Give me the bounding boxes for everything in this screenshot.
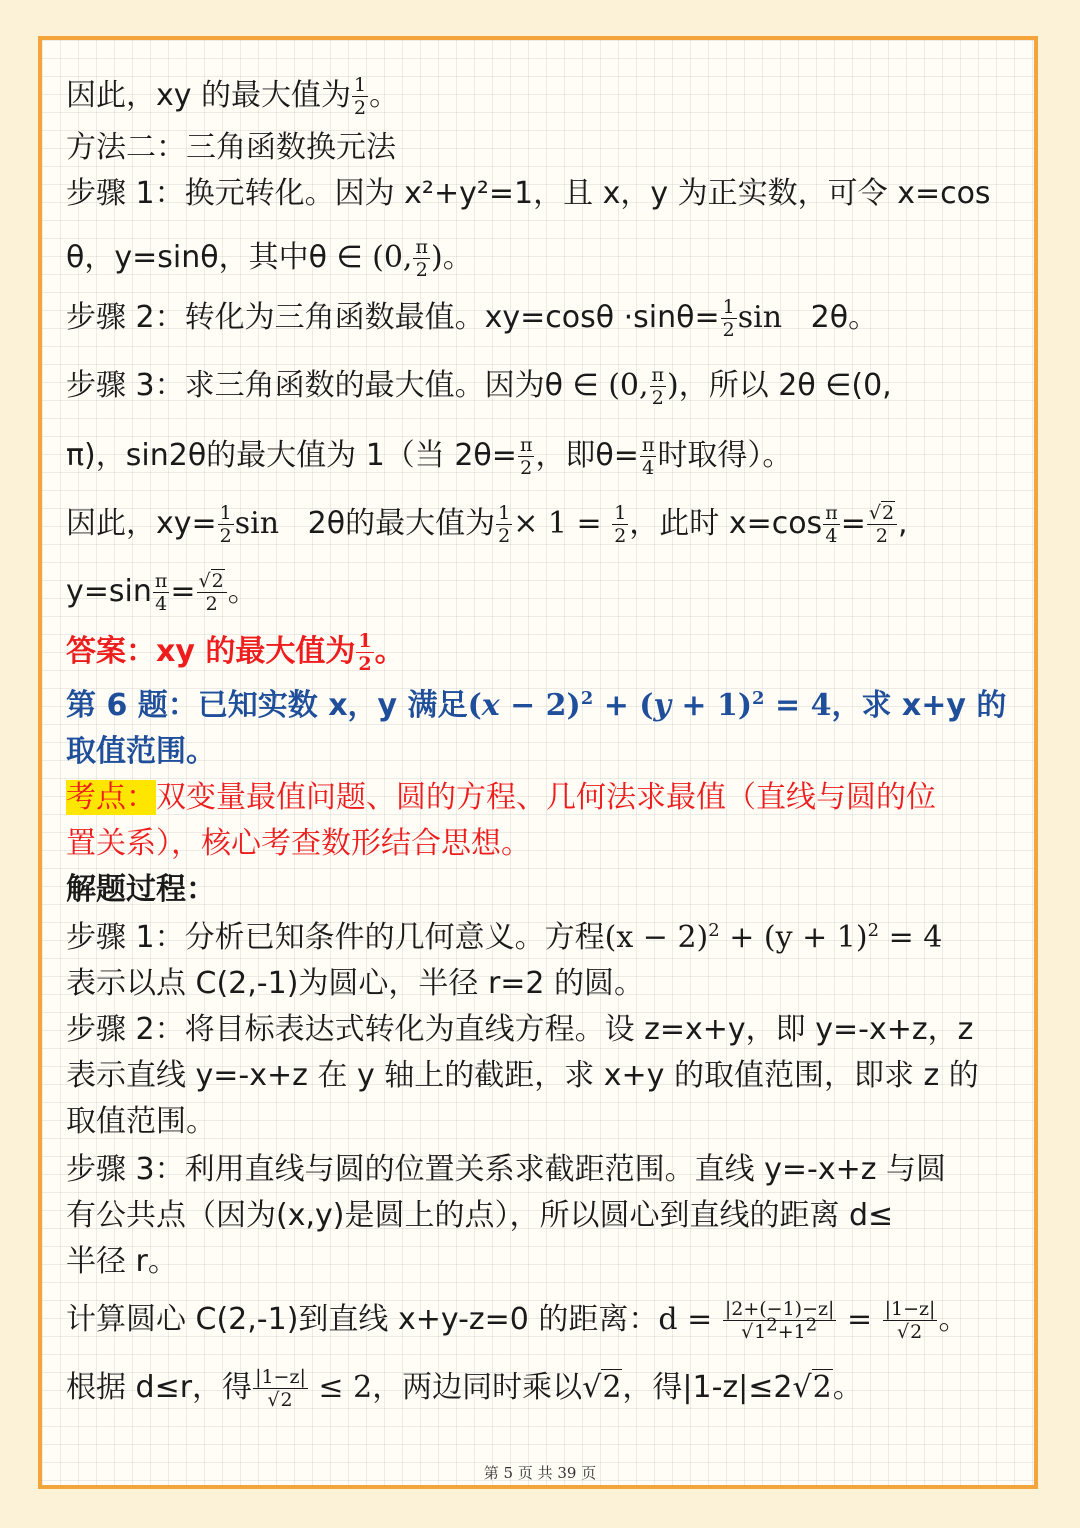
s2-line-2 [66,1056,1018,1096]
text: 时取得）。 [657,438,793,473]
text: 根据 d≤r，得 [66,1370,253,1405]
line-conclusion-1: 因此，xy 的最大值为 $\frac{1}{2}$ 。 [66,74,400,119]
conclusion-line-3: y=sin $\frac{\pi}{4}$ = $\frac{√2}{2}$ 。 [66,570,258,615]
s3-line-2 [66,1196,1018,1236]
method-two-title [66,128,1018,168]
fraction: $\frac{1}{2}$ [354,74,367,119]
s3-line-3 [66,1242,1018,1282]
text: 计算圆心 C(2,-1)到直线 x+y-z=0 的距离： [66,1302,659,1337]
text: θ，y=sinθ，其中θ ∈ [66,240,363,275]
text: 取值范围。 [66,1104,216,1139]
s3-line [66,1150,1018,1190]
text: 步骤 2：转化为三角函数最值。xy=cosθ ·sinθ= [66,300,720,335]
fraction: $\frac{1}{2}$ [219,502,232,547]
key-points-line [66,778,1018,818]
fraction: $\frac{\pi}{4}$ [825,502,838,547]
step1-line [66,174,1018,214]
fraction: $\frac{1}{2}$ [358,630,372,675]
text: 双变量最值问题、圆的方程、几何法求最值（直线与圆的位 [156,780,936,815]
text: ，两边同时乘以 [372,1370,583,1405]
text: 因此，xy 的最大值为 [66,78,352,113]
step3-line: 步骤 3：求三角函数的最大值。因为θ ∈ (0, $\frac{\pi}{2}$ )，所以 2θ ∈(0, [66,364,892,409]
fraction: $\frac{\pi}{2}$ [415,236,428,281]
step3-line-2 [66,434,1018,479]
text: ，得|1-z|≤2 [622,1370,793,1405]
fraction: $\frac{√2}{2}$ [867,502,897,547]
distance-calc-line: 计算圆心 C(2,-1)到直线 x+y-z=0 的距离：d = $\frac{|2+(-1)-z|}{√1^2+1^2}$ = $\frac{|1-z|}{√2}$ 。 [66,1298,969,1343]
s2-line-3 [66,1102,1018,1142]
text: ，即θ= [535,438,639,473]
text: π)，sin2θ的最大值为 1（当 2θ= [66,438,517,473]
text: 取值范围。 [66,734,216,769]
final-line: 根据 d≤r，得 $\frac{|1-z|}{√2}$ ≤ 2，两边同时乘以√2，得|1-z|≤2√2。 [66,1366,863,1411]
text: 方法二：三角函数换元法 [66,130,396,165]
answer-line: 答案：xy 的最大值为 $\frac{1}{2}$ 。 [66,630,405,675]
text: 因此，xy= [66,506,217,541]
text: ，此时 x=cos [629,506,823,541]
text: 步骤 2：将目标表达式转化为直线方程。设 z=x+y，即 y=-x+z，z [66,1012,974,1047]
s1-line: 步骤 1：分析已知条件的几何意义。方程$(x - 2)^2 + (y + 1)^2 = 4$ [66,920,943,955]
text: 步骤 1：换元转化。因为 x²+y²=1，且 x，y 为正实数，可令 x=cos [66,176,991,211]
text: 步骤 3：利用直线与圆的位置关系求截距范围。直线 y=-x+z 与圆 [66,1152,947,1187]
fraction: $\frac{\pi}{4}$ [154,570,168,615]
text: 半径 r。 [66,1244,178,1279]
text: 表示以点 C(2,-1)为圆心，半径 r=2 的圆。 [66,966,645,1001]
question6-line-2 [66,732,1018,772]
fraction: $\frac{\pi}{4}$ [641,434,655,479]
fraction: $\frac{1}{2}$ [614,502,627,547]
step1-line-2: θ，y=sinθ，其中θ ∈ (0, $\frac{\pi}{2}$ )。 [66,236,473,281]
fraction: $\frac{√2}{2}$ [197,570,227,615]
fraction: $\frac{|2+(-1)-z|}{√1^2+1^2}$ [724,1298,835,1343]
conclusion-line-2: 因此，xy= $\frac{1}{2}$ sin 2θ的最大值为 $\frac{1}{2}$ × 1 = $\frac{1}{2}$ ，此时 x=cos $\frac{\pi}{4}$ = $\frac{√2}{2}$ , [66,502,908,547]
text: 答案：xy 的最大值为 [66,634,356,669]
fraction: $\frac{1}{2}$ [498,502,511,547]
text: 解题过程： [66,872,216,907]
text: 步骤 1：分析已知条件的几何意义。方程 [66,920,605,955]
fraction: $\frac{|1-z|}{√2}$ [255,1366,306,1411]
text: 步骤 3：求三角函数的最大值。因为θ ∈ [66,368,599,403]
fraction: $\frac{|1-z|}{√2}$ [884,1298,936,1343]
fraction: $\frac{\pi}{2}$ [519,434,533,479]
text: 2θ的最大值为 [307,506,496,541]
text: 置关系），核心考查数形结合思想。 [66,826,531,861]
page-footer: 第 5 页 共 39 页 [483,1464,597,1482]
step2-line: 步骤 2：转化为三角函数最值。xy=cosθ ·sinθ= $\frac{1}{2}$ sin 2θ。 [66,296,879,341]
text: 有公共点（因为(x,y)是圆上的点），所以圆心到直线的距离 d≤ [66,1198,894,1233]
text: ，求 x+y 的 [831,688,1007,723]
text: y=sin [66,574,152,609]
solution-heading [66,870,1018,910]
key-points-line-2 [66,824,1018,864]
question6-line: 第 6 题：已知实数 x，y 满足$(x - 2)^2 + (y + 1)^2 = 4$，求 x+y 的 [66,688,1007,723]
text: ，所以 2θ ∈(0, [678,368,892,403]
fraction: $\frac{1}{2}$ [722,296,735,341]
fraction: $\frac{\pi}{2}$ [651,364,665,409]
s2-line [66,1010,1018,1050]
s1-line-2 [66,964,1018,1004]
key-points-label: 考点： [66,780,156,815]
text: 第 6 题：已知实数 x，y 满足 [66,688,468,723]
text: 表示直线 y=-x+z 在 y 轴上的截距，求 x+y 的取值范围，即求 z 的 [66,1058,979,1093]
